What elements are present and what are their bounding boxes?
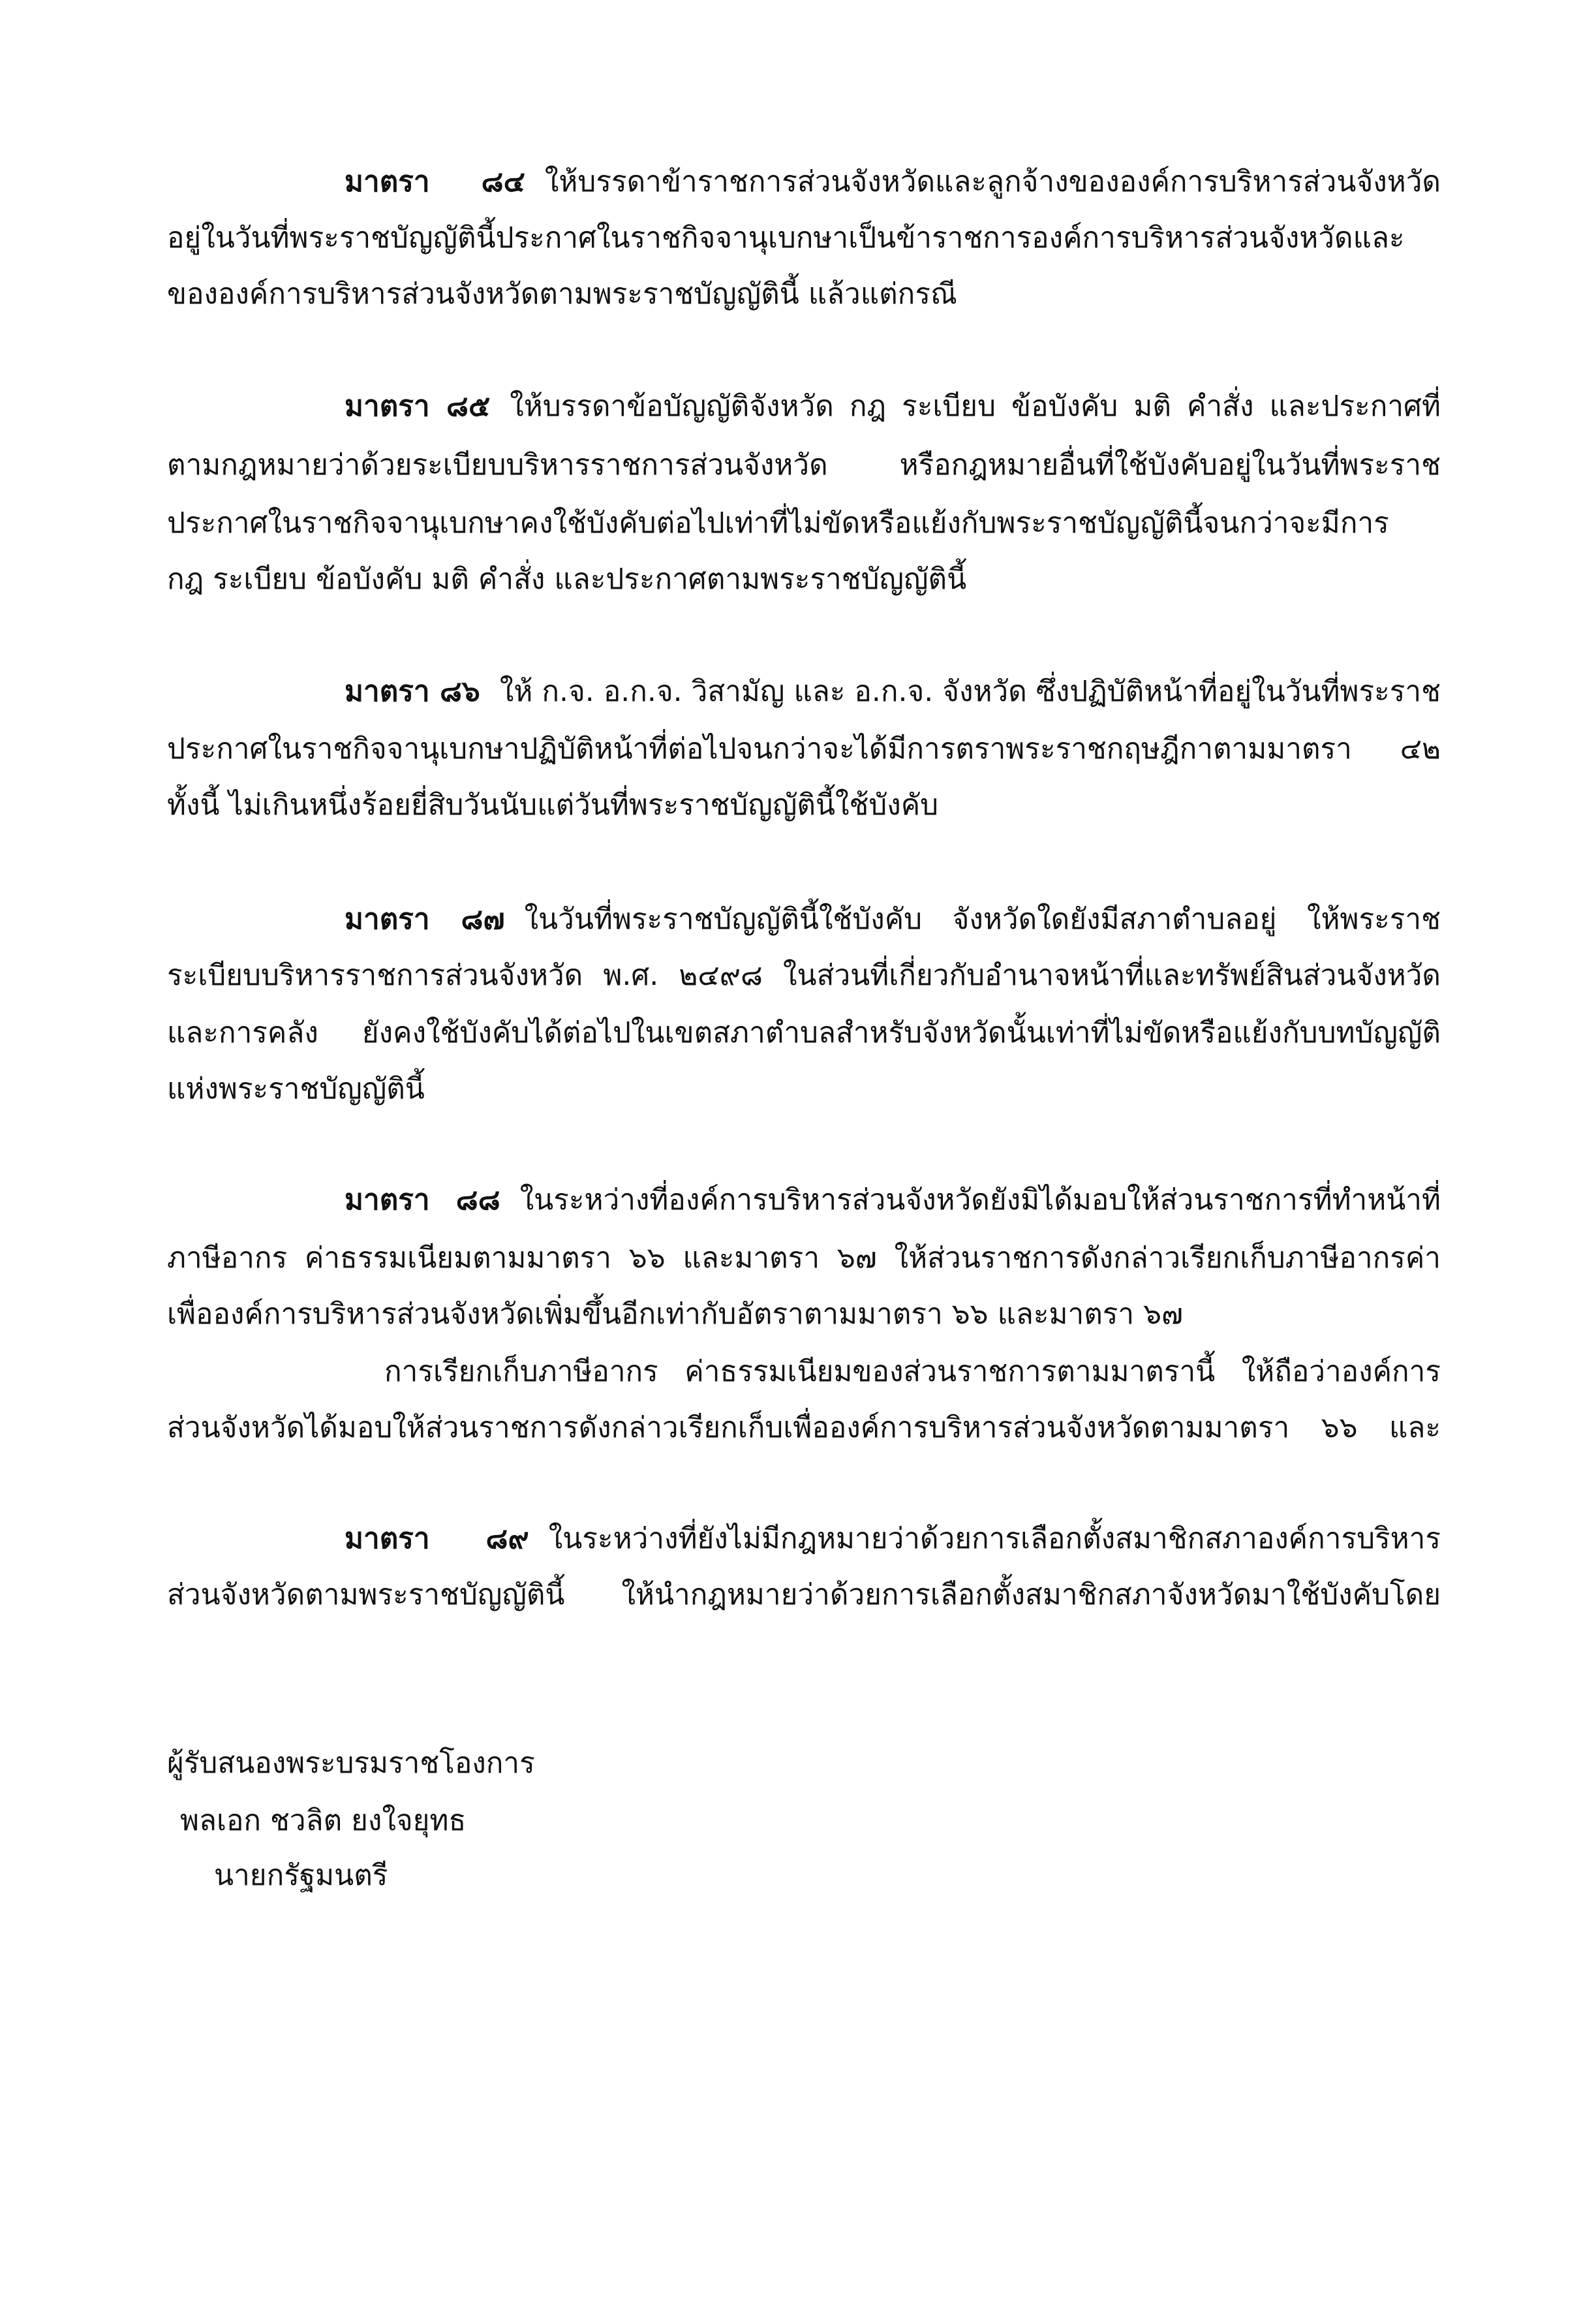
section-88-line-1 (345, 1174, 1441, 1226)
section-86-line-3: ทั้งนี้ ไม่เกินหนึ่งร้อยยี่สิบวันนับแต่วันที่พระราชบัญญัตินี้ใช้บังคับ (167, 788, 939, 822)
countersign-label: ผู้รับสนองพระบรมราชโองการ (167, 1747, 535, 1780)
section-label: มาตรา ๘๖ (345, 675, 480, 708)
section-text: ให้บรรดาข้าราชการส่วนจังหวัดและลูกจ้างขององค์การบริหารส่วนจังหวัด (544, 165, 1441, 198)
section-88-sub-line-1: การเรียกเก็บภาษีอากร ค่าธรรมเนียมของส่วนราชการตามมาตรานี้ ให้ถือว่าองค์การ (384, 1355, 1441, 1388)
section-89-line-2: ส่วนจังหวัดตามพระราชบัญญัตินี้ ให้นำกฎหมายว่าด้วยการเลือกตั้งสมาชิกสภาจังหวัดมาใช้บังคับโดย (167, 1578, 1441, 1611)
section-84-line-2: อยู่ในวันที่พระราชบัญญัตินี้ประกาศในราชกิจจานุเบกษาเป็นข้าราชการองค์การบริหารส่วนจังหวัดและ (167, 221, 1405, 255)
section-88-line-3: เพื่อองค์การบริหารส่วนจังหวัดเพิ่มขึ้นอีกเท่ากับอัตราตามมาตรา ๖๖ และมาตรา ๖๗ (167, 1297, 1184, 1331)
section-86-line-2: ประกาศในราชกิจจานุเบกษาปฏิบัติหน้าที่ต่อไปจนกว่าจะได้มีการตราพระราชกฤษฎีกาตามมาตรา ๔๒ (167, 732, 1441, 766)
section-85-line-4: กฎ ระเบียบ ข้อบังคับ มติ คำสั่ง และประกาศตามพระราชบัญญัตินี้ (167, 563, 967, 596)
section-text: ให้ ก.จ. อ.ก.จ. วิสามัญ และ อ.ก.จ. จังหวัด ซึ่งปฏิบัติหน้าที่อยู่ในวันที่พระราช (499, 675, 1441, 708)
section-85-line-1 (345, 380, 1441, 433)
section-text: ให้บรรดาข้อบัญญัติจังหวัด กฎ ระเบียบ ข้อบังคับ มติ คำสั่ง และประกาศที่ (510, 390, 1441, 423)
section-text: ในระหว่างที่ยังไม่มีกฎหมายว่าด้วยการเลือกตั้งสมาชิกสภาองค์การบริหาร (548, 1522, 1441, 1555)
section-text: ในระหว่างที่องค์การบริหารส่วนจังหวัดยังมิได้มอบให้ส่วนราชการที่ทำหน้าที่ (519, 1183, 1441, 1217)
section-88-line-2: ภาษีอากร ค่าธรรมเนียมตามมาตรา ๖๖ และมาตรา ๖๗ ให้ส่วนราชการดังกล่าวเรียกเก็บภาษีอากรค่า (167, 1241, 1441, 1275)
section-label: มาตรา ๘๙ (345, 1522, 529, 1555)
section-85-line-3: ประกาศในราชกิจจานุเบกษาคงใช้บังคับต่อไปเท่าที่ไม่ขัดหรือแย้งกับพระราชบัญญัตินี้จนกว่าจะมีการ (167, 506, 1389, 540)
section-87-line-1 (345, 893, 1441, 946)
section-label: มาตรา ๘๕ (345, 390, 491, 423)
section-label: มาตรา ๘๔ (345, 165, 525, 198)
section-label: มาตรา ๘๗ (345, 903, 505, 936)
section-87-line-2: ระเบียบบริหารราชการส่วนจังหวัด พ.ศ. ๒๔๙๘ ในส่วนที่เกี่ยวกับอำนาจหน้าที่และทรัพย์สินส่วนจังหวัด (167, 959, 1441, 992)
section-87-line-4: แห่งพระราชบัญญัตินี้ (167, 1072, 425, 1106)
section-88-sub-line-2: ส่วนจังหวัดได้มอบให้ส่วนราชการดังกล่าวเรียกเก็บเพื่อองค์การบริหารส่วนจังหวัดตามมาตรา ๖๖ และ (167, 1411, 1441, 1444)
section-label: มาตรา ๘๘ (345, 1183, 500, 1217)
section-89-line-1 (345, 1513, 1441, 1565)
signatory-name: พลเอก ชวลิต ยงใจยุทธ (180, 1804, 467, 1837)
section-86-line-1 (345, 666, 1441, 718)
signatory-position: นายกรัฐมนตรี (214, 1859, 388, 1892)
section-84-line-3: ขององค์การบริหารส่วนจังหวัดตามพระราชบัญญัตินี้ แล้วแต่กรณี (167, 277, 957, 311)
section-87-line-3: และการคลัง ยังคงใช้บังคับได้ต่อไปในเขตสภาตำบลสำหรับจังหวัดนั้นเท่าที่ไม่ขัดหรือแย้งกับบทบัญญัติ (167, 1016, 1441, 1049)
section-text: ในวันที่พระราชบัญญัตินี้ใช้บังคับ จังหวัดใดยังมีสภาตำบลอยู่ ให้พระราช (524, 903, 1441, 936)
section-84-line-1 (345, 156, 1441, 208)
section-85-line-2: ตามกฎหมายว่าด้วยระเบียบบริหารราชการส่วนจังหวัด หรือกฎหมายอื่นที่ใช้บังคับอยู่ในวันที่พระราช (167, 448, 1441, 482)
